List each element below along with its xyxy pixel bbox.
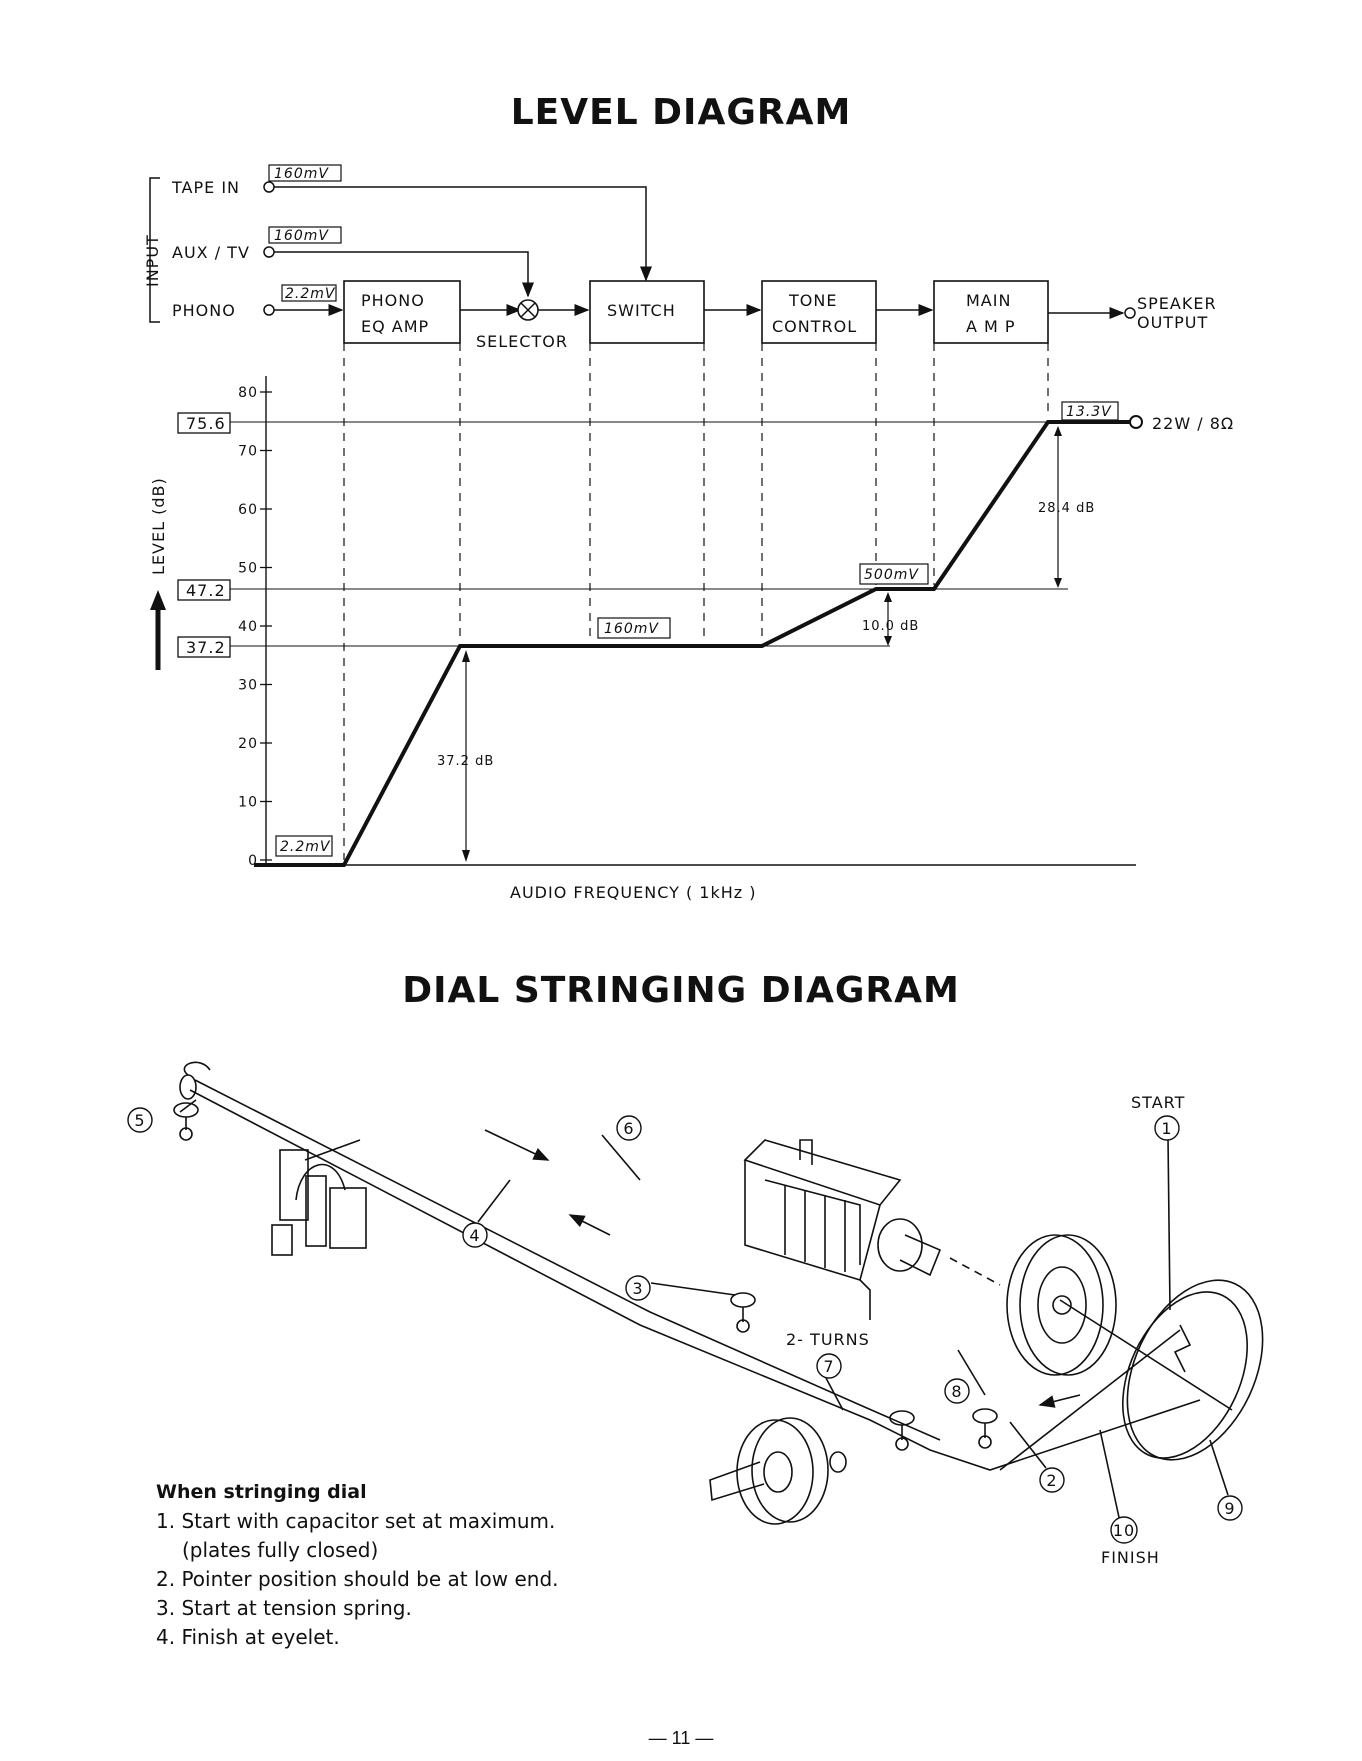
selector-node — [476, 300, 568, 351]
y-tick-label: 10 — [238, 794, 258, 811]
y-tick-label: 20 — [238, 736, 258, 752]
x-axis-label: AUDIO FREQUENCY ( 1kHz ) — [510, 883, 757, 902]
pulley-2 — [973, 1409, 997, 1448]
callout-6 — [617, 1116, 641, 1140]
ref-label-47-2 — [178, 580, 230, 600]
svg-text:10: 10 — [1112, 1521, 1136, 1540]
tone-level-box — [860, 564, 928, 584]
tone-gain-arrow — [862, 592, 919, 646]
ref-value: 75.6 — [186, 414, 226, 433]
main-gain-arrow — [1038, 426, 1095, 588]
y-tick-label: 80 — [238, 385, 258, 401]
block-label: CONTROL — [772, 317, 858, 336]
svg-text:7: 7 — [823, 1357, 835, 1376]
svg-text:13.3V: 13.3V — [1066, 404, 1112, 420]
input-level-badge: 2.2mV — [285, 286, 336, 302]
speaker-output — [1125, 294, 1217, 332]
y-tick-label: 30 — [238, 677, 258, 694]
callout-10 — [1111, 1517, 1137, 1543]
svg-text:5: 5 — [134, 1111, 146, 1130]
reference-lines — [230, 422, 1136, 646]
svg-text:500mV: 500mV — [864, 567, 919, 583]
callout-4 — [463, 1223, 487, 1247]
instruction-step-note: (plates fully closed) — [182, 1538, 379, 1562]
block-label: EQ AMP — [361, 317, 430, 336]
block-label: A M P — [966, 317, 1016, 336]
pulley-left-bottom — [890, 1411, 914, 1450]
selector-label: SELECTOR — [476, 332, 568, 351]
ref-value: 47.2 — [186, 581, 226, 600]
y-axis-title — [149, 477, 168, 670]
callout-7 — [817, 1354, 841, 1378]
callout-5 — [128, 1108, 152, 1132]
input-bracket — [143, 178, 162, 322]
dial-diagram-title: DIAL STRINGING DIAGRAM — [402, 970, 960, 1011]
main-level-box — [1062, 402, 1118, 420]
pulley-5 — [180, 1075, 196, 1099]
callout-9 — [1218, 1496, 1242, 1520]
svg-text:9: 9 — [1224, 1499, 1236, 1518]
phono-level-box — [276, 836, 332, 856]
level-diagram-title: LEVEL DIAGRAM — [510, 92, 852, 133]
stringing-instructions — [156, 1478, 559, 1652]
instruction-step: 3. Start at tension spring. — [156, 1596, 412, 1620]
eq-gain-arrow — [437, 650, 494, 862]
block-label: MAIN — [966, 291, 1012, 310]
dial-string — [195, 1080, 940, 1440]
input-label: AUX / TV — [172, 243, 250, 262]
input-phono — [172, 285, 342, 320]
phono-eq-amp-block — [344, 281, 460, 343]
callout-8 — [945, 1379, 969, 1403]
block-label: SWITCH — [607, 301, 676, 320]
svg-text:4: 4 — [469, 1226, 481, 1245]
svg-text:6: 6 — [623, 1119, 635, 1138]
svg-text:37.2 dB: 37.2 dB — [437, 754, 495, 769]
instruction-step: 2. Pointer position should be at low end. — [156, 1567, 559, 1591]
ref-value: 37.2 — [186, 638, 226, 657]
svg-text:160mV: 160mV — [604, 621, 659, 637]
callout-3 — [626, 1276, 650, 1300]
svg-text:1: 1 — [1161, 1119, 1173, 1138]
pulley-3 — [731, 1293, 755, 1332]
tone-control-block — [762, 281, 876, 343]
block-label: TONE — [789, 291, 838, 310]
input-group-label: INPUT — [143, 234, 162, 287]
dial-string — [1000, 1330, 1180, 1470]
dial-drum — [1007, 1235, 1116, 1375]
stage-dividers — [344, 343, 1048, 860]
switch-block — [590, 281, 704, 343]
speaker-label: OUTPUT — [1137, 313, 1209, 332]
dial-string — [1060, 1300, 1232, 1410]
callout-1 — [1155, 1116, 1179, 1140]
input-level-badge: 160mV — [274, 228, 329, 244]
y-tick-label: 70 — [238, 443, 258, 460]
svg-text:28.4 dB: 28.4 dB — [1038, 501, 1096, 516]
callout-2 — [1040, 1468, 1064, 1492]
svg-text:3: 3 — [632, 1279, 644, 1298]
input-label: PHONO — [172, 301, 236, 320]
main-amp-block — [934, 281, 1048, 343]
large-dial-drum — [1098, 1259, 1290, 1482]
instruction-step: 4. Finish at eyelet. — [156, 1625, 340, 1649]
y-tick-label: 60 — [238, 502, 258, 518]
svg-text:10.0 dB: 10.0 dB — [862, 619, 920, 634]
output-terminal — [1130, 416, 1142, 428]
ref-label-75-6 — [178, 413, 230, 433]
ref-label-37-2 — [178, 637, 230, 657]
pulley-5-mount — [174, 1103, 198, 1140]
page-number: — 11 — — [648, 1728, 714, 1748]
input-level-badge: 160mV — [274, 166, 329, 182]
instruction-step: 1. Start with capacitor set at maximum. — [156, 1509, 556, 1533]
block-label: PHONO — [361, 291, 425, 310]
turns-label: 2- TURNS — [786, 1330, 870, 1349]
input-label: TAPE IN — [172, 178, 241, 197]
svg-text:8: 8 — [951, 1382, 963, 1401]
svg-text:2.2mV: 2.2mV — [280, 839, 331, 855]
y-tick-label: 50 — [238, 560, 258, 577]
speaker-label: SPEAKER — [1137, 294, 1217, 313]
y-axis — [238, 376, 272, 869]
switch-level-box — [598, 618, 670, 638]
y-tick-label: 40 — [238, 619, 258, 635]
tuning-capacitor — [745, 1140, 1000, 1320]
y-axis-label: LEVEL (dB) — [149, 477, 168, 575]
start-label: START — [1131, 1093, 1186, 1112]
y-tick-label: 0 — [248, 853, 258, 869]
input-tape-in — [171, 165, 646, 280]
finish-label: FINISH — [1101, 1548, 1160, 1567]
svg-text:2: 2 — [1046, 1471, 1058, 1490]
tuning-shaft — [710, 1418, 846, 1524]
level-curve — [254, 422, 1130, 865]
instructions-heading: When stringing dial — [156, 1481, 367, 1503]
output-level-label: 22W / 8Ω — [1152, 414, 1235, 433]
